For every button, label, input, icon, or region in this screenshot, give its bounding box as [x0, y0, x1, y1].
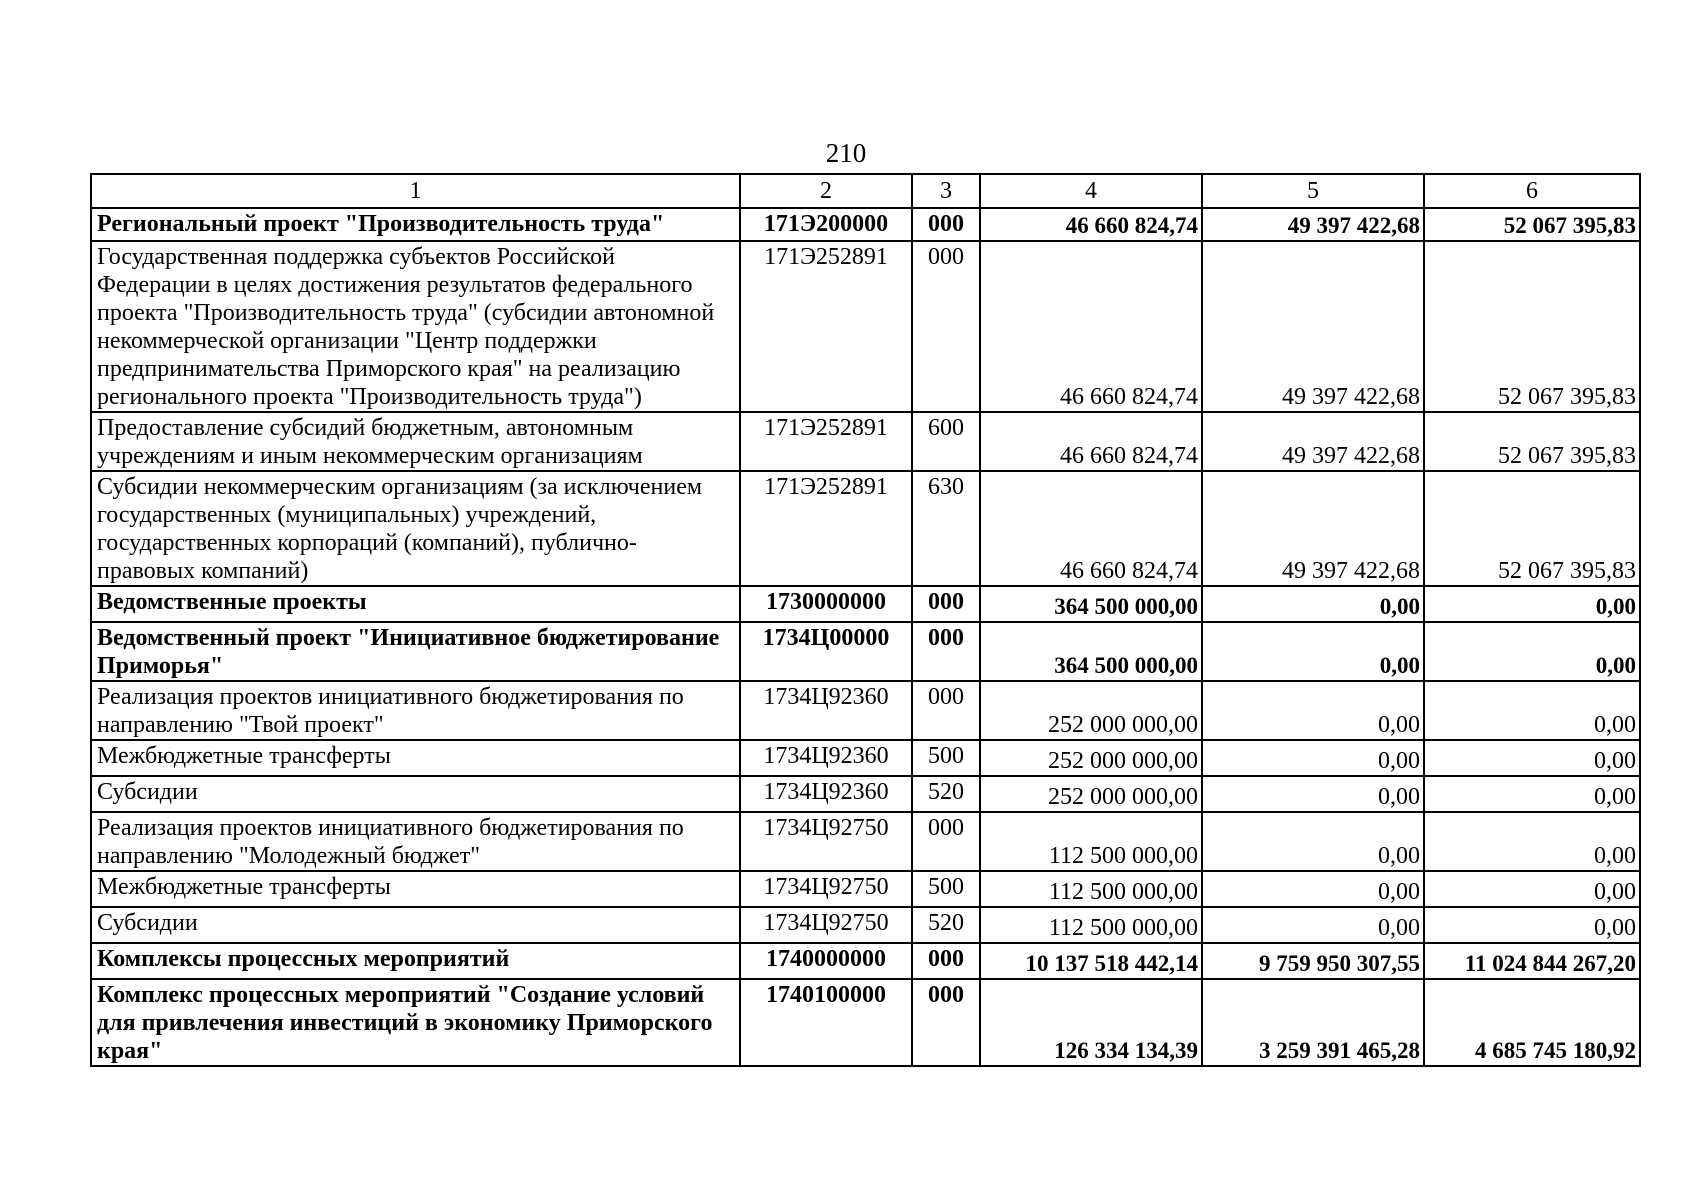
- row-value-4: 364 500 000,00: [980, 586, 1202, 622]
- column-header: 4: [980, 174, 1202, 208]
- row-value-6: 52 067 395,83: [1424, 412, 1640, 471]
- row-code: 1734Ц00000: [740, 622, 912, 681]
- row-value-6: 0,00: [1424, 907, 1640, 943]
- row-name: Предоставление субсидий бюджетным, автономным учреждениям и иным некоммерческим организациям: [91, 412, 740, 471]
- row-value-4: 252 000 000,00: [980, 776, 1202, 812]
- row-value-5: 0,00: [1202, 740, 1424, 776]
- row-value-4: 126 334 134,39: [980, 979, 1202, 1066]
- page-number: 210: [825, 138, 867, 168]
- row-type: 000: [912, 241, 980, 412]
- row-value-5: 49 397 422,68: [1202, 471, 1424, 586]
- row-type: 000: [912, 622, 980, 681]
- row-value-4: 46 660 824,74: [980, 471, 1202, 586]
- row-type: 500: [912, 871, 980, 907]
- row-value-5: 9 759 950 307,55: [1202, 943, 1424, 979]
- row-type: 000: [912, 812, 980, 871]
- row-value-5: 0,00: [1202, 812, 1424, 871]
- table-row: [91, 241, 1640, 412]
- row-name: Комплексы процессных мероприятий: [91, 943, 740, 979]
- row-type: 000: [912, 943, 980, 979]
- row-value-6: 52 067 395,83: [1424, 208, 1640, 241]
- table-row: [91, 979, 1640, 1066]
- row-name: Реализация проектов инициативного бюджетирования по направлению "Твой проект": [91, 681, 740, 740]
- table-row: [91, 208, 1640, 241]
- row-name: Межбюджетные трансферты: [91, 740, 740, 776]
- row-code: 171Э252891: [740, 241, 912, 412]
- row-value-5: 0,00: [1202, 681, 1424, 740]
- table-row: [91, 412, 1640, 471]
- row-name: Субсидии: [91, 776, 740, 812]
- row-code: 1740000000: [740, 943, 912, 979]
- row-name: Ведомственные проекты: [91, 586, 740, 622]
- row-value-4: 112 500 000,00: [980, 907, 1202, 943]
- row-type: 630: [912, 471, 980, 586]
- row-value-6: 0,00: [1424, 586, 1640, 622]
- row-value-6: 0,00: [1424, 740, 1640, 776]
- row-code: 1734Ц92360: [740, 681, 912, 740]
- row-value-6: 11 024 844 267,20: [1424, 943, 1640, 979]
- row-code: 1734Ц92750: [740, 907, 912, 943]
- row-type: 520: [912, 907, 980, 943]
- column-header: 6: [1424, 174, 1640, 208]
- row-value-6: 52 067 395,83: [1424, 241, 1640, 412]
- row-name: Субсидии: [91, 907, 740, 943]
- row-value-4: 112 500 000,00: [980, 812, 1202, 871]
- row-type: 600: [912, 412, 980, 471]
- column-header: 1: [91, 174, 740, 208]
- row-type: 000: [912, 681, 980, 740]
- row-value-6: 0,00: [1424, 776, 1640, 812]
- row-value-5: 49 397 422,68: [1202, 241, 1424, 412]
- row-value-5: 0,00: [1202, 622, 1424, 681]
- row-value-6: 0,00: [1424, 622, 1640, 681]
- row-type: 520: [912, 776, 980, 812]
- row-code: 1730000000: [740, 586, 912, 622]
- column-header: 2: [740, 174, 912, 208]
- row-name: Реализация проектов инициативного бюджетирования по направлению "Молодежный бюджет": [91, 812, 740, 871]
- row-value-4: 46 660 824,74: [980, 208, 1202, 241]
- row-name: Региональный проект "Производительность труда": [91, 208, 740, 241]
- row-value-4: 46 660 824,74: [980, 241, 1202, 412]
- row-value-5: 3 259 391 465,28: [1202, 979, 1424, 1066]
- row-value-4: 252 000 000,00: [980, 740, 1202, 776]
- row-value-4: 46 660 824,74: [980, 412, 1202, 471]
- row-value-6: 52 067 395,83: [1424, 471, 1640, 586]
- row-name: Ведомственный проект "Инициативное бюджетирование Приморья": [91, 622, 740, 681]
- row-code: 1734Ц92360: [740, 740, 912, 776]
- table-row: [91, 681, 1640, 740]
- row-value-5: 0,00: [1202, 871, 1424, 907]
- row-type: 000: [912, 586, 980, 622]
- row-type: 000: [912, 208, 980, 241]
- row-name: Комплекс процессных мероприятий "Создание условий для привлечения инвестиций в экономику Приморского края": [91, 979, 740, 1066]
- row-code: 1734Ц92360: [740, 776, 912, 812]
- row-type: 000: [912, 979, 980, 1066]
- row-value-5: 0,00: [1202, 907, 1424, 943]
- row-code: 1740100000: [740, 979, 912, 1066]
- row-name: Государственная поддержка субъектов Российской Федерации в целях достижения результатов федерального проекта "Производительность труда" (субсидии автономной некоммерческой организации "Центр поддержки предпринимательства Приморского края" на реализацию регионального проекта "Производительность труда"): [91, 241, 740, 412]
- row-type: 500: [912, 740, 980, 776]
- row-value-5: 0,00: [1202, 586, 1424, 622]
- row-value-5: 0,00: [1202, 776, 1424, 812]
- table-row: [91, 740, 1640, 776]
- table-row: [91, 586, 1640, 622]
- row-value-5: 49 397 422,68: [1202, 412, 1424, 471]
- table-header-row: [91, 174, 1640, 208]
- row-value-4: 252 000 000,00: [980, 681, 1202, 740]
- table-row: [91, 871, 1640, 907]
- row-name: Межбюджетные трансферты: [91, 871, 740, 907]
- row-value-6: 0,00: [1424, 871, 1640, 907]
- row-code: 1734Ц92750: [740, 812, 912, 871]
- column-header: 3: [912, 174, 980, 208]
- row-value-4: 364 500 000,00: [980, 622, 1202, 681]
- table-row: [91, 622, 1640, 681]
- row-value-6: 0,00: [1424, 681, 1640, 740]
- row-value-4: 112 500 000,00: [980, 871, 1202, 907]
- table-row: [91, 812, 1640, 871]
- row-value-5: 49 397 422,68: [1202, 208, 1424, 241]
- table-row: [91, 907, 1640, 943]
- table-row: [91, 471, 1640, 586]
- row-value-6: 4 685 745 180,92: [1424, 979, 1640, 1066]
- row-code: 171Э200000: [740, 208, 912, 241]
- budget-table: [90, 173, 1641, 1067]
- table-row: [91, 776, 1640, 812]
- row-value-4: 10 137 518 442,14: [980, 943, 1202, 979]
- row-code: 1734Ц92750: [740, 871, 912, 907]
- column-header: 5: [1202, 174, 1424, 208]
- row-code: 171Э252891: [740, 471, 912, 586]
- row-code: 171Э252891: [740, 412, 912, 471]
- row-name: Субсидии некоммерческим организациям (за исключением государственных (муниципальных) учреждений, государственных корпораций (компаний), публично-правовых компаний): [91, 471, 740, 586]
- row-value-6: 0,00: [1424, 812, 1640, 871]
- table-row: [91, 943, 1640, 979]
